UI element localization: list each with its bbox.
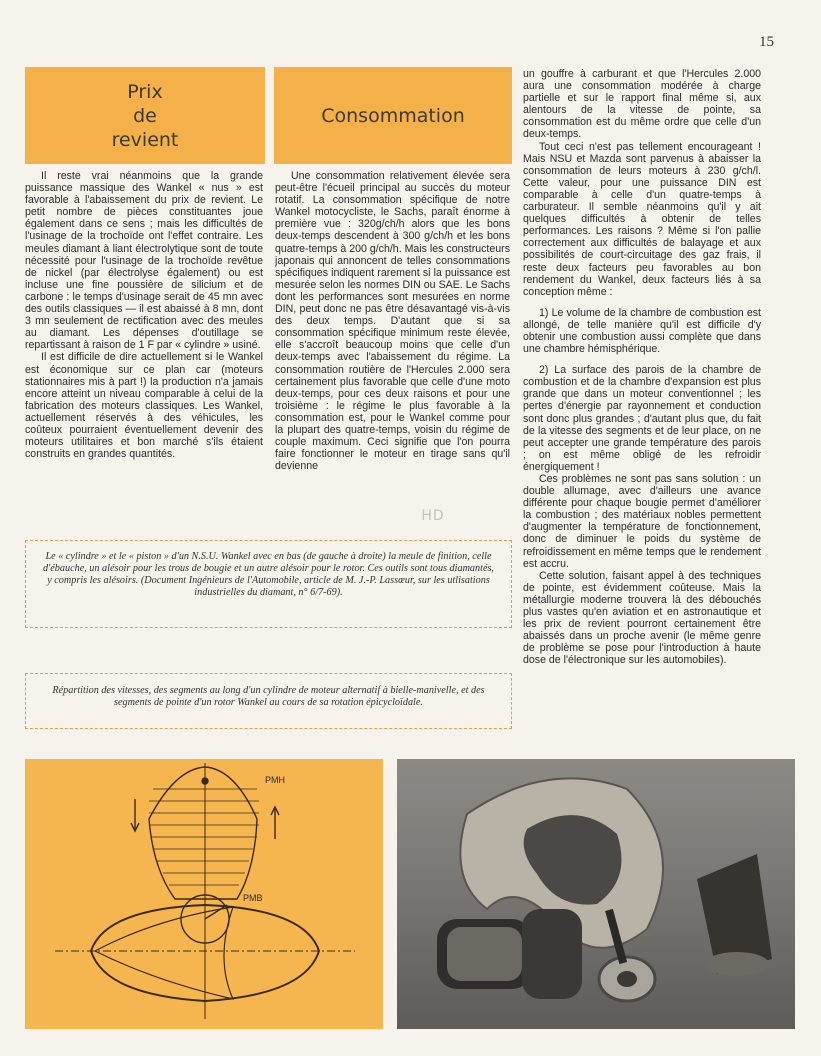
- velocity-diagram-svg: [25, 759, 383, 1029]
- title-line: Prix: [127, 80, 163, 103]
- paragraph: Une consommation relativement élevée sera peut-être l'écueil principal au succès du moteur rotatif. La consommation spécifique de notre Wankel motocycliste, le Sachs, paraît énorme à première vue : 320g/ch/h alors que les bons deux-temps descendent à 300 g/ch/h et les bons quatre-temps à 200 g/ch/h. Mais les constructeurs japonais qui annoncent de telles consommations spécifiques indiquent rarement si la puissance est mesurée selon les normes DIN ou SAE. Le Sachs dont les performances sont mesurées en norme DIN, peut donc ne pas être désavantagé vis-à-vis des deux temps. D'autant que si sa consommation spécifique minimum reste élevée, elle s'accroît beaucoup moins que celle d'un deux-temps avec l'abaissement du régime. La consommation routière de l'Hercules 2.000 sera certainement plus favorable que celle d'une moto deux-temps, pour ces deux raisons et pour une troisième : le régime le plus favorable à la consommation est, pour le Wankel comme pour la plupart des quatre-temps, voisin du régime de couple maximum. Ceci signifie que l'on pourra faire fonctionner le moteur en tirage sans qu'il devienne: [275, 170, 510, 473]
- caption-diagram: Répartition des vitesses, des segments au long d'un cylindre de moteur alternatif à bielle-manivelle, et des segments de pointe d'un rotor Wankel au cours de sa rotation épicycloïdale.: [25, 673, 512, 729]
- title-line: revient: [111, 128, 179, 151]
- paragraph: 2) La surface des parois de la chambre de combustion et de la chambre d'expansion est plus grande que dans un moteur conventionnel ; les pertes d'énergie par rayonnement et conduction sont donc plus grandes ; d'autant plus que, du fait de la vitesse des segments et de leur place, on ne peut accepter une grande température des parois ; on est même obligé de les refroidir énergiquement !: [523, 364, 761, 473]
- paragraph: Cette solution, faisant appel à des techniques de pointe, est évidemment coûteuse. Mais la métallurgie moderne trouvera là des débouchés plus vastes qu'en aviation et en astronautique et les prix de revient pourront certainement être abaissés dans un proche avenir (le même genre de problème se pose pour l'introduction à haute dose de l'électronique sur les automobiles).: [523, 569, 761, 667]
- photo-wankel-parts: [397, 759, 795, 1029]
- paragraph: Il est difficile de dire actuellement si le Wankel est économique sur ce plan car (moteurs stationnaires mis à part !) la production n'a jamais encore atteint un niveau comparable à celui de la fabrication des moteurs classiques. Les Wankel, actuellement réservés à des véhicules, les coûteux pourraient éventuellement devenir des moteurs utilitaires et bon marché s'ils étaient construits en grandes quantités.: [25, 351, 263, 461]
- column-right: [523, 68, 761, 733]
- paragraph: Ces problèmes ne sont pas sans solution : un double allumage, avec d'ailleurs une avance différente pour chaque bougie permet d'améliorer la combustion ; des matériaux nobles permettent d'augmenter la température de fonctionnement, donc de diminuer le poids du système de refroidissement en même temps que le rendement est accru.: [523, 473, 761, 570]
- velocity-diagram: [25, 759, 383, 1029]
- label-pmb: PMB: [243, 893, 263, 903]
- paragraph: 1) Le volume de la chambre de combustion est allongé, de telle manière qu'il est difficile d'y obtenir une combustion aussi complète que dans une chambre hémisphérique.: [523, 306, 761, 356]
- section-title-consommation: Consommation: [274, 67, 512, 164]
- paragraph: Il reste vrai néanmoins que la grande puissance massique des Wankel « nus » est favorable à l'abaissement du prix de revient. Le petit nombre de pièces constituantes joue également dans ce sens ; mais les difficultés de l'usinage de la trochoïde ont l'effet contraire. Les meules diamant à liant électrolytique sont de toute nécessité pour l'usinage de la trochoïde revêtue de nickel (par électrolyse également) ou est incluse une fine poussière de silicium et de carbone : le temps d'usinage serait de 45 mn avec des outils classiques — il est abaissé à 8 mn, dont 3 mn seulement de rectification avec des meules au diamant. Les dépenses d'outillage se repartissant à raison de 1 F par « cylindre » usiné.: [25, 170, 263, 352]
- watermark: HD: [421, 508, 445, 524]
- section-title-prix-de-revient: [25, 67, 265, 164]
- paragraph: Tout ceci n'est pas tellement encourageant ! Mais NSU et Mazda sont parvenus à abaisser la consommation de leurs moteurs à 230 g/ch/l. Cette valeur, pour une puissance DIN est comparable à celle d'un quatre-temps à carburateur. Il semble néanmoins qu'il y ait quelques difficultés à obtenir de telles performances. Les raisons ? Même si l'on pallie correctement aux difficultés de balayage et aux possibilités de court-circuitage des gaz frais, il reste deux facteurs peu favorables au bon rendement du Wankel, deux facteurs liés à sa conception même :: [523, 140, 761, 298]
- column-prix-de-revient: [25, 170, 263, 515]
- caption-photo: Le « cylindre » et le « piston » d'un N.S.U. Wankel avec en bas (de gauche à droite) la meule de finition, celle d'ébauche, un alésoir pour les trous de bougie et un autre alésoir pour le rotor. Ces outils sont tous diamantés, y compris les alésoirs. (Document Ingénieurs de l'Automobile, article de M. J.-P. Lassœur, sur les utlisations industrielles du diamant, n° 6/7-69).: [25, 540, 512, 628]
- title-line: de: [133, 104, 157, 127]
- label-pmh: PMH: [265, 775, 285, 785]
- page-number: 15: [759, 34, 774, 50]
- column-consommation: [275, 170, 510, 530]
- paragraph: un gouffre à carburant et que l'Hercules 2.000 aura une consommation modérée à charge partielle et sur le rapport final même si, aux alentours de la vitesse de pointe, sa consommation est du même ordre que celle d'un deux-temps.: [523, 68, 761, 141]
- photo-illustration: [397, 759, 795, 1029]
